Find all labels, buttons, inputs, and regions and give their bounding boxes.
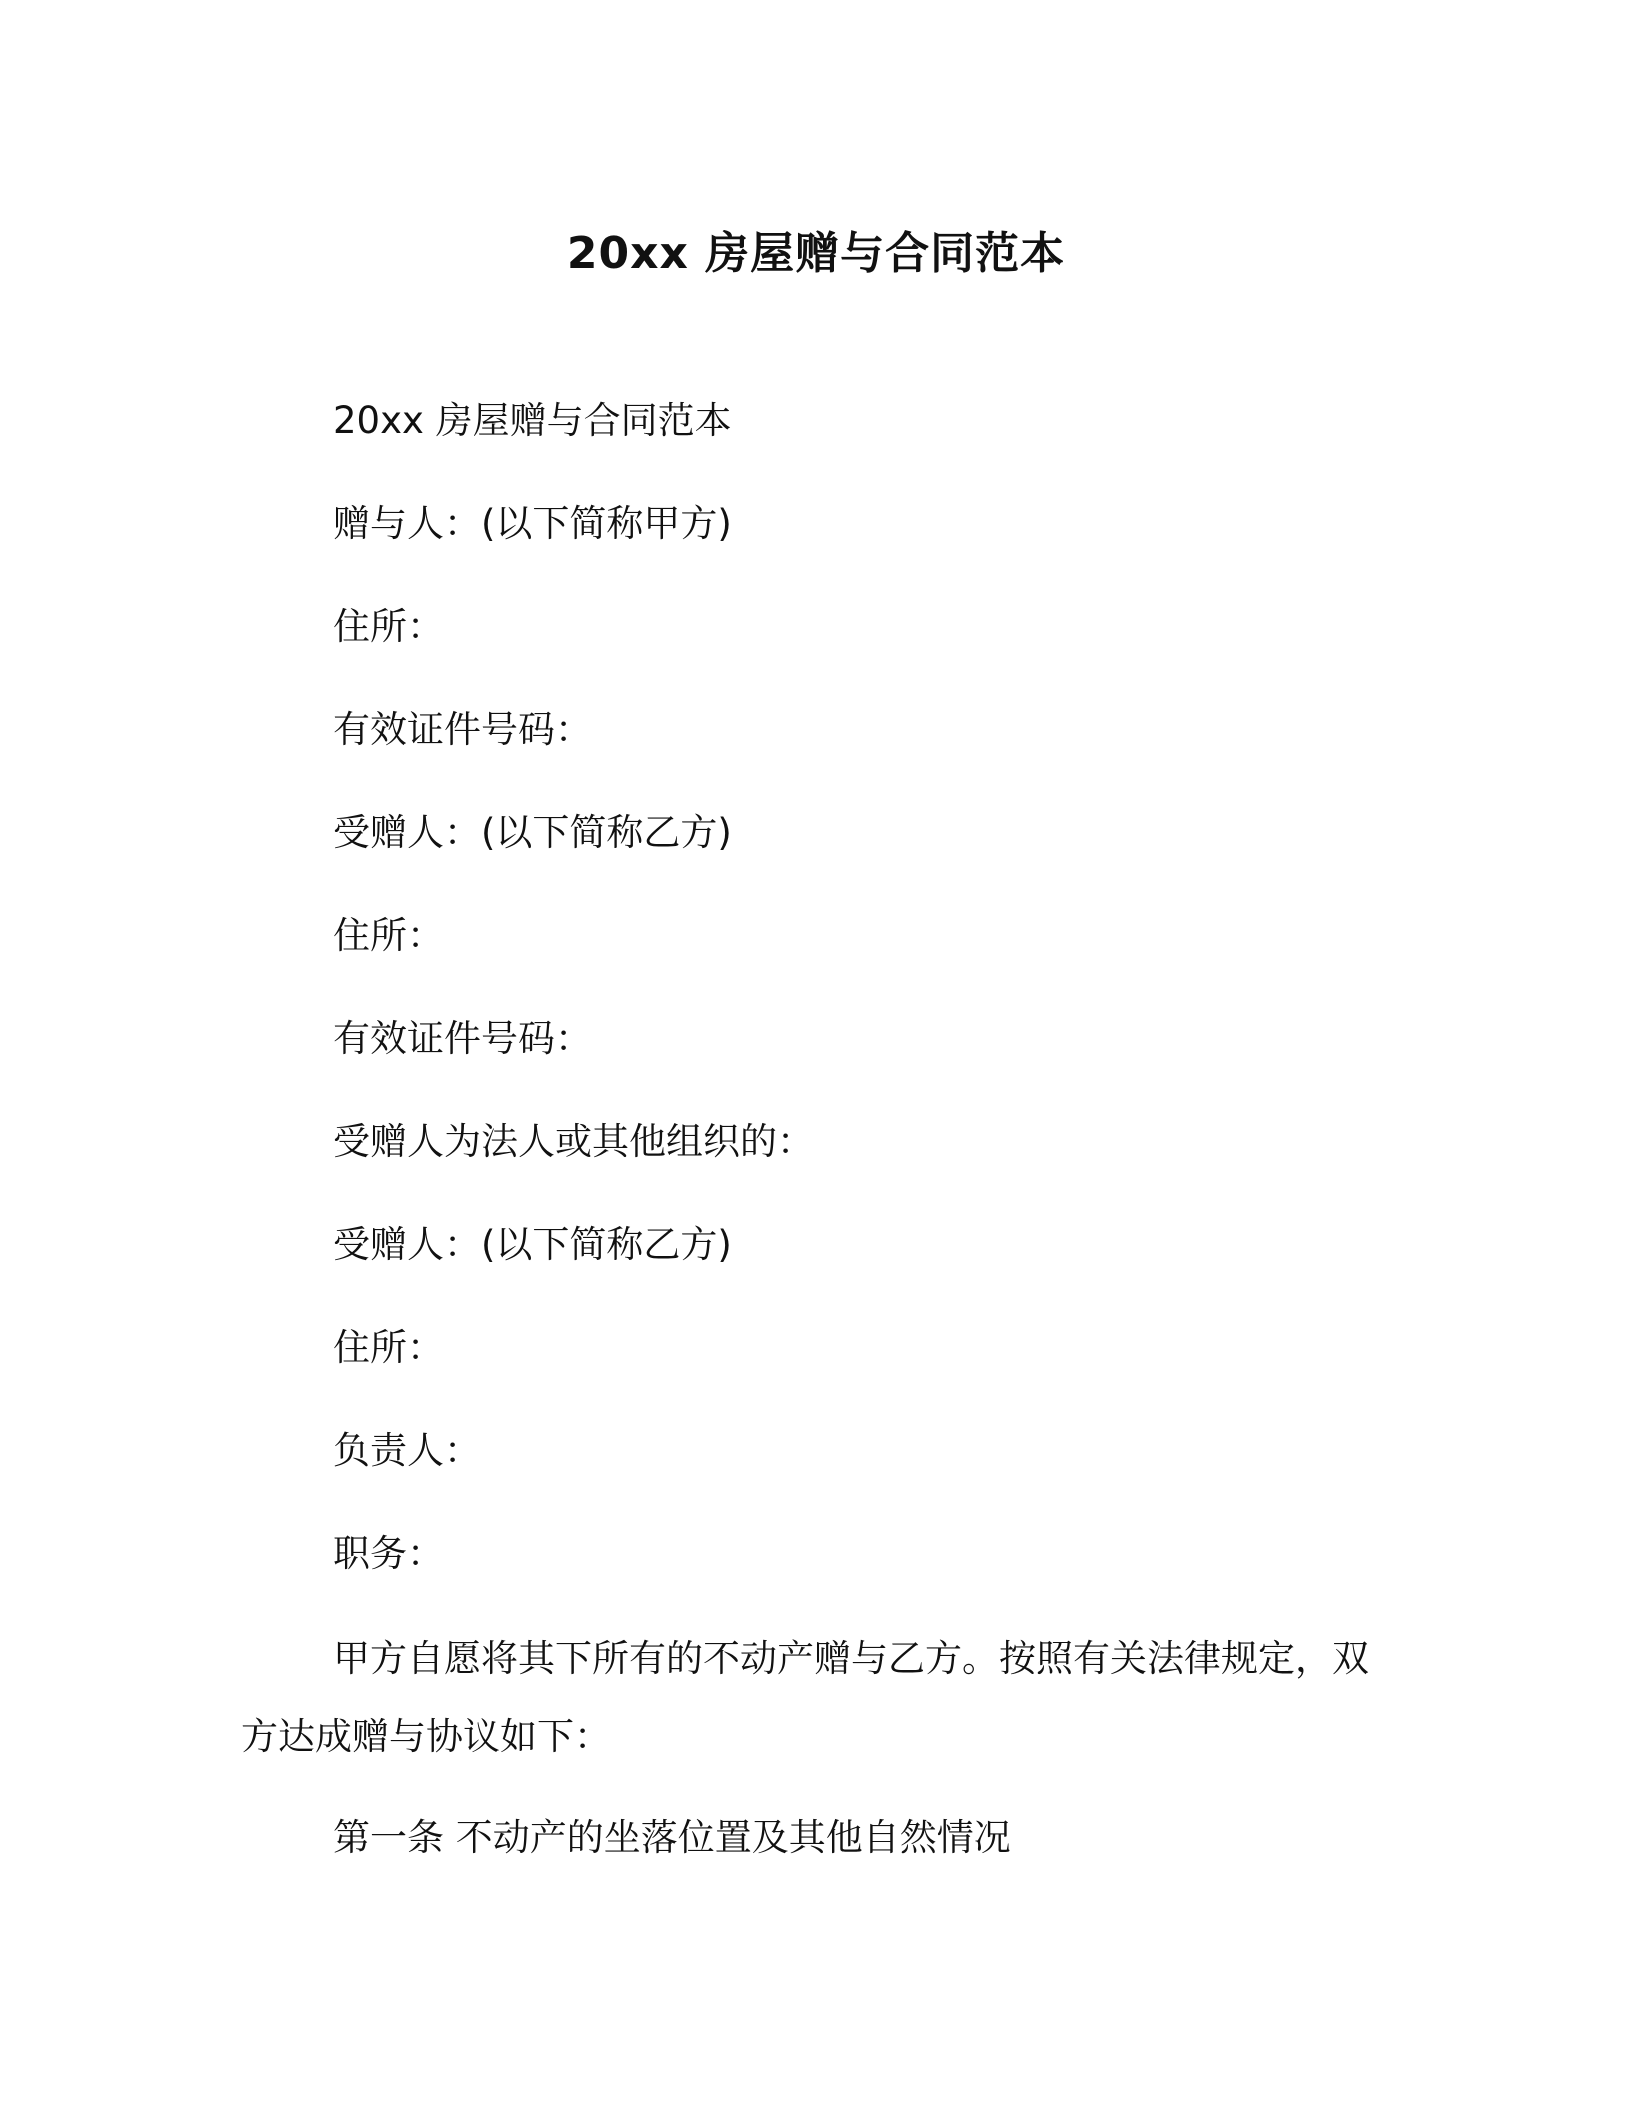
donee-address-line: 住所： <box>333 914 444 957</box>
entity-donee-line: 受赠人：(以下简称乙方) <box>333 1223 732 1266</box>
donor-line: 赠与人：(以下简称甲方) <box>333 502 732 545</box>
legal-entity-line: 受赠人为法人或其他组织的： <box>333 1120 814 1163</box>
entity-address-line: 住所： <box>333 1326 444 1369</box>
document-title: 20xx 房屋赠与合同范本 <box>566 228 1066 279</box>
subtitle-line: 20xx 房屋赠与合同范本 <box>333 399 732 442</box>
donee-id-line: 有效证件号码： <box>333 1017 592 1060</box>
donor-address-line: 住所： <box>333 605 444 648</box>
article-one-heading: 第一条 不动产的坐落位置及其他自然情况 <box>333 1816 1011 1859</box>
agreement-paragraph: 甲方自愿将其下所有的不动产赠与乙方。按照有关法律规定，双方达成赠与协议如下： <box>241 1637 1369 1758</box>
position-line: 职务： <box>333 1532 444 1575</box>
donee-line: 受赠人：(以下简称乙方) <box>333 811 732 854</box>
donor-id-line: 有效证件号码： <box>333 708 592 751</box>
responsible-person-line: 负责人： <box>333 1429 481 1472</box>
